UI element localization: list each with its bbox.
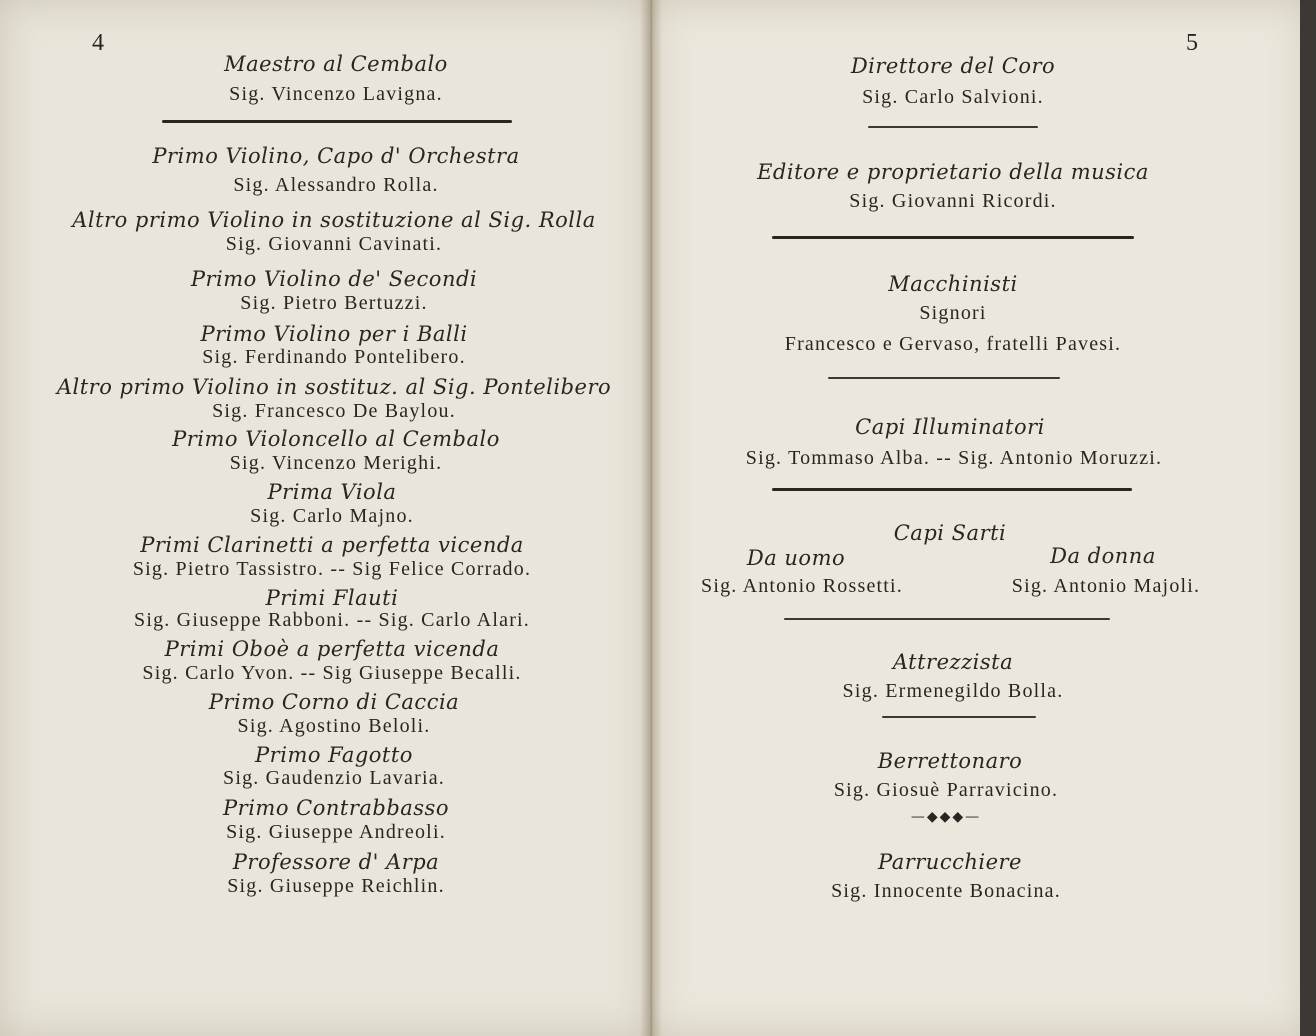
role-title: Primi Clarinetti a perfetta vicenda bbox=[140, 533, 524, 557]
person-name: Sig. Francesco De Baylou. bbox=[212, 400, 456, 422]
page-edge bbox=[1300, 0, 1316, 1036]
role-title: Primo Corno di Caccia bbox=[208, 690, 460, 714]
divider-rule bbox=[162, 120, 512, 123]
person-name: Sig. Giovanni Ricordi. bbox=[849, 190, 1057, 212]
role-title: Berrettonaro bbox=[877, 749, 1023, 773]
role-title: Primo Violino, Capo d' Orchestra bbox=[152, 144, 520, 168]
page-number: 5 bbox=[1186, 30, 1198, 56]
divider-rule bbox=[828, 377, 1060, 379]
person-name: Sig. Innocente Bonacina. bbox=[831, 880, 1061, 902]
signori-label: Signori bbox=[919, 302, 987, 324]
left-page bbox=[0, 0, 650, 1036]
role-title: Professore d' Arpa bbox=[232, 850, 440, 874]
person-name: Sig. Carlo Salvioni. bbox=[862, 86, 1044, 108]
person-name: Sig. Agostino Beloli. bbox=[237, 715, 431, 737]
person-name: Sig. Antonio Rossetti. bbox=[701, 575, 903, 597]
sub-role-uomo: Da uomo bbox=[746, 546, 846, 570]
page-number: 4 bbox=[92, 30, 104, 56]
person-name: Sig. Giuseppe Rabboni. -- Sig. Carlo Alari. bbox=[133, 609, 531, 631]
person-name: Sig. Vincenzo Merighi. bbox=[229, 452, 443, 474]
role-title: Primo Fagotto bbox=[255, 743, 413, 767]
person-name: Sig. Giuseppe Andreoli. bbox=[226, 821, 446, 843]
right-page bbox=[650, 0, 1310, 1036]
sub-role-donna: Da donna bbox=[1050, 544, 1156, 568]
divider-rule bbox=[868, 126, 1038, 128]
role-title: Attrezzista bbox=[892, 650, 1014, 674]
role-title: Primo Violoncello al Cembalo bbox=[172, 427, 500, 451]
role-title: Capi Illuminatori bbox=[855, 415, 1045, 439]
person-name: Sig. Vincenzo Lavigna. bbox=[229, 83, 443, 105]
role-title: Primi Oboè a perfetta vicenda bbox=[164, 637, 500, 661]
role-title: Prima Viola bbox=[267, 480, 397, 504]
person-name: Francesco e Gervaso, fratelli Pavesi. bbox=[784, 333, 1122, 355]
role-title: Parrucchiere bbox=[878, 850, 1022, 874]
person-name: Sig. Tommaso Alba. -- Sig. Antonio Moruzzi. bbox=[745, 447, 1163, 469]
role-title: Maestro al Cembalo bbox=[224, 52, 448, 76]
person-name: Sig. Pietro Bertuzzi. bbox=[240, 292, 428, 314]
role-title: Altro primo Violino in sostituz. al Sig. Pontelibero bbox=[56, 375, 612, 399]
person-name: Sig. Giosuè Parravicino. bbox=[833, 779, 1059, 801]
role-title: Macchinisti bbox=[888, 272, 1018, 296]
role-title: Altro primo Violino in sostituzione al Sig. Rolla bbox=[72, 208, 596, 232]
ornament-divider: —◆◆◆— bbox=[910, 809, 982, 825]
person-name: Sig. Carlo Yvon. -- Sig Giuseppe Becalli. bbox=[142, 662, 522, 684]
person-name: Sig. Pietro Tassistro. -- Sig Felice Corrado. bbox=[132, 558, 532, 580]
person-name: Sig. Carlo Majno. bbox=[250, 505, 414, 527]
person-name: Sig. Giuseppe Reichlin. bbox=[227, 875, 445, 897]
divider-rule bbox=[784, 618, 1110, 620]
divider-rule bbox=[882, 716, 1036, 718]
divider-rule bbox=[772, 488, 1132, 491]
divider-rule bbox=[772, 236, 1134, 239]
role-title: Primo Violino per i Balli bbox=[200, 322, 468, 346]
role-title: Primo Violino de' Secondi bbox=[190, 267, 478, 291]
role-title: Capi Sarti bbox=[893, 521, 1007, 545]
person-name: Sig. Giovanni Cavinati. bbox=[225, 233, 443, 255]
person-name: Sig. Gaudenzio Lavaria. bbox=[223, 767, 445, 789]
book-gutter bbox=[640, 0, 662, 1036]
role-title: Editore e proprietario della musica bbox=[757, 160, 1149, 184]
person-name: Sig. Ermenegildo Bolla. bbox=[842, 680, 1064, 702]
role-title: Direttore del Coro bbox=[850, 54, 1056, 78]
role-title: Primo Contrabbasso bbox=[223, 796, 449, 820]
person-name: Sig. Ferdinando Pontelibero. bbox=[202, 346, 466, 368]
role-title: Primi Flauti bbox=[265, 586, 399, 610]
person-name: Sig. Alessandro Rolla. bbox=[233, 174, 439, 196]
person-name: Sig. Antonio Majoli. bbox=[1011, 575, 1201, 597]
